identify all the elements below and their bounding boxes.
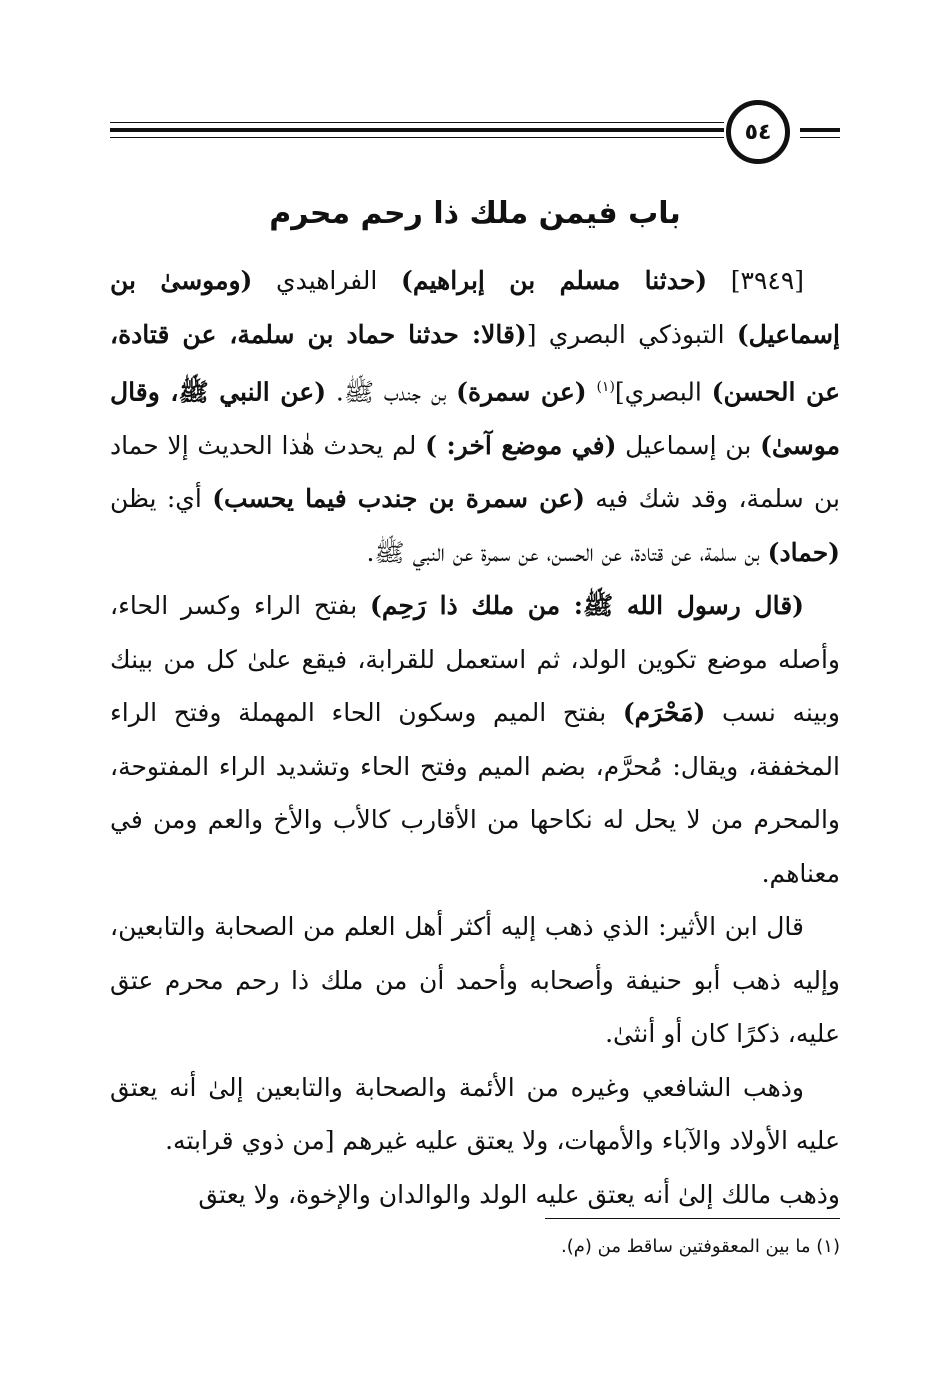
chapter-title: باب فيمن ملك ذا رحم محرم bbox=[269, 196, 681, 231]
text-regular: بن إسماعيل bbox=[616, 430, 761, 460]
page-number: ٥٤ bbox=[744, 119, 772, 145]
text-bold: (مَحْرَم) bbox=[622, 698, 706, 728]
footnote-reference: (١) bbox=[596, 379, 615, 395]
header-rule-thin-top bbox=[110, 122, 724, 123]
paragraph-ibn-athir: قال ابن الأثير: الذي ذهب إليه أكثر أهل العلم من الصحابة والتابعين، وإليه ذهب أبو حنيفة وأصحابه وأحمد أن من ملك ذا رحم محرم عتق عليه، ذكرًا كان أو أنثىٰ. bbox=[110, 912, 840, 1049]
text-regular: بفتح الميم وسكون الحاء المهملة وفتح الراء المخففة، ويقال: مُحرَّم، بضم الميم وفتح الحاء وتشديد الراء المفتوحة، والمحرم من لا يحل له نكاحها من الأقارب كالأب والأخ والعم ومن في معناهم. bbox=[110, 698, 840, 888]
header-rule-right bbox=[800, 128, 840, 132]
header-rule bbox=[110, 128, 724, 132]
paragraph-shafii: وذهب الشافعي وغيره من الأئمة والصحابة والتابعين إلىٰ أنه يعتق عليه الأولاد والآباء والأمهات، ولا يعتق عليه غيرهم [من ذوي قرابته. bbox=[110, 1072, 840, 1156]
text-bold: (قال رسول الله ﷺ: من ملك ذا رَحِم) bbox=[370, 591, 804, 621]
paragraph-commentary bbox=[110, 579, 840, 900]
footnote-divider bbox=[545, 1218, 840, 1219]
header-rule-right-thin bbox=[800, 137, 840, 138]
text-bold: (حماد) bbox=[767, 537, 840, 567]
text-regular: التبوذكي البصري [ bbox=[526, 319, 737, 349]
body-text bbox=[110, 254, 840, 1221]
text-bold: (في موضع آخر: ) bbox=[425, 430, 617, 460]
text-bold: (عن سمرة بن جندب فيما يحسب) bbox=[212, 484, 585, 514]
page-header bbox=[110, 100, 840, 164]
text-bold: (حدثنا مسلم بن إبراهيم) bbox=[401, 266, 708, 295]
text-regular: البصري] bbox=[614, 377, 712, 407]
footnote: (١) ما بين المعقوفتين ساقط من (م). bbox=[561, 1236, 840, 1257]
text-regular: بفتح الراء وكسر الحاء، وأصله موضع تكوين الولد، ثم استعمل للقرابة، فيقع علىٰ كل من بينك وبينه نسب bbox=[110, 591, 840, 728]
text-regular: أي: يظن bbox=[110, 484, 213, 514]
text-regular bbox=[587, 377, 597, 406]
hadith-number: [٣٩٤٩] bbox=[707, 266, 805, 295]
text-regular: الفراهيدي bbox=[252, 266, 402, 295]
paragraph-malik: وذهب مالك إلىٰ أنه يعتق عليه الولد والوالدان والإخوة، ولا يعتق bbox=[198, 1179, 840, 1209]
text-regular: بن جندب ﷺ. bbox=[326, 377, 457, 407]
text-regular: لم يحدث هٰذا الحديث إلا حماد بن سلمة، وقد شك فيه bbox=[110, 430, 841, 514]
text-bold: (قالا: حدثنا حماد بن سلمة، عن قتادة، عن الحسن) bbox=[110, 319, 841, 407]
text-bold: (عن سمرة) bbox=[456, 377, 587, 407]
header-rule-thin-bottom bbox=[110, 137, 724, 138]
paragraph-hadith bbox=[110, 254, 840, 579]
text-bold: (عن النبي ﷺ، وقال موسىٰ) bbox=[110, 377, 840, 460]
text-bold: (وموسىٰ بن إسماعيل) bbox=[110, 266, 840, 349]
text-regular: بن سلمة، عن قتادة، عن الحسن، عن سمرة عن النبي ﷺ. bbox=[366, 537, 768, 567]
page-number-badge bbox=[726, 100, 790, 164]
